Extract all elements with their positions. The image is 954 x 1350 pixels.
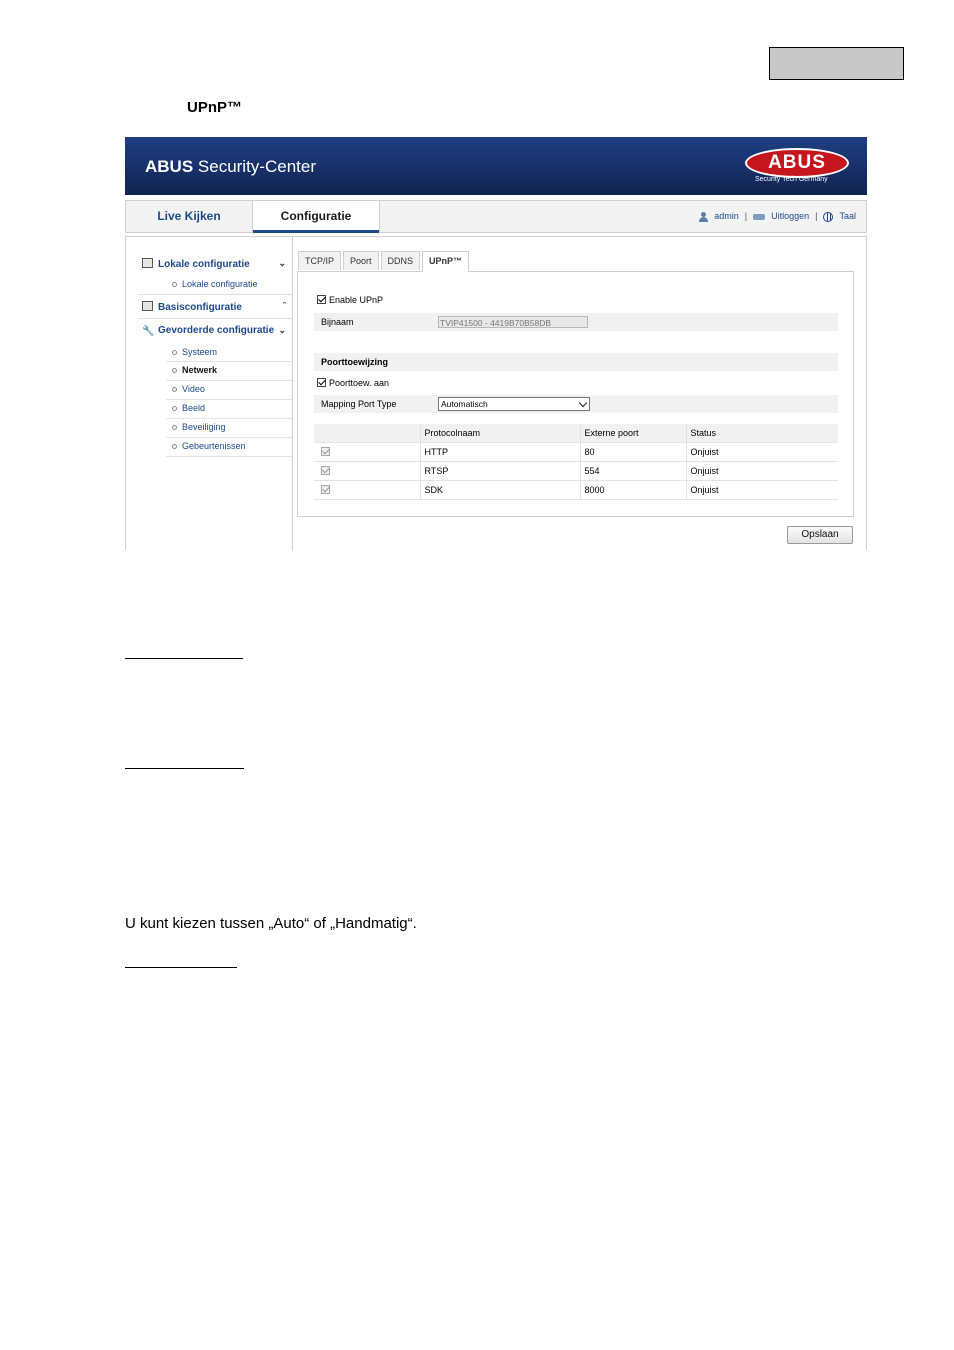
alias-row: [314, 313, 838, 331]
language-link[interactable]: Taal: [839, 211, 856, 221]
sidebar-subitem-network[interactable]: Netwerk: [172, 365, 217, 375]
heading-underline: [125, 768, 244, 769]
port-mapping-checkbox[interactable]: [317, 378, 326, 387]
app-brand: ABUS Security-Center: [145, 157, 316, 176]
language-label-box: [769, 47, 904, 80]
table-header-row: Protocolnaam Externe poort Status: [314, 424, 838, 443]
chevron-up-icon: ˆ: [283, 301, 286, 311]
sidebar-subitem-local-config[interactable]: Lokale configuratie: [172, 279, 258, 289]
tab-live-view[interactable]: Live Kijken: [157, 209, 221, 223]
chevron-down-icon: [579, 399, 587, 407]
sidebar-item-advanced-config[interactable]: 🔧 Gevorderde configuratie ⌄: [142, 325, 286, 337]
port-mapping-enable-row: Poorttoew. aan: [314, 374, 838, 392]
port-mapping-header: [314, 353, 838, 371]
globe-icon: [823, 212, 833, 222]
network-subtabs: [298, 251, 471, 271]
web-interface-screenshot: [125, 137, 867, 550]
heading-underline: [125, 658, 243, 659]
logout-icon: [753, 214, 765, 220]
mapping-type-label: Mapping Port Type: [321, 399, 397, 409]
alias-field[interactable]: TVIP41500 - 4419B70B58DB: [438, 316, 588, 328]
main-area: [125, 236, 867, 550]
sidebar-item-local-config[interactable]: Lokale configuratie ⌄: [142, 258, 292, 270]
chevron-down-icon: ⌄: [278, 325, 286, 335]
tab-port[interactable]: Poort: [343, 251, 379, 270]
upnp-panel: [297, 271, 854, 517]
alias-label: Bijnaam: [321, 317, 354, 327]
tab-upnp[interactable]: UPnP™: [422, 251, 469, 272]
sidebar-subitem-events[interactable]: Gebeurtenissen: [172, 441, 246, 451]
sidebar-subitem-security[interactable]: Beveiliging: [172, 422, 226, 432]
sidebar: [126, 237, 293, 551]
row-checkbox[interactable]: [321, 466, 330, 475]
sidebar-subitem-image[interactable]: Beeld: [172, 403, 205, 413]
sidebar-subitem-video[interactable]: Video: [172, 384, 205, 394]
monitor-icon: [142, 258, 153, 268]
tab-ddns[interactable]: DDNS: [381, 251, 421, 270]
table-row: HTTP 80 Onjuist: [314, 443, 838, 462]
wrench-icon: 🔧: [142, 326, 155, 337]
logout-link[interactable]: Uitloggen: [771, 211, 810, 221]
header-banner: [125, 137, 867, 195]
sidebar-item-basic-config[interactable]: Basisconfiguratie ˆ: [142, 301, 292, 313]
save-button[interactable]: Opslaan: [787, 526, 853, 544]
mapping-type-row: [314, 395, 838, 413]
enable-upnp-row: Enable UPnP: [314, 291, 838, 309]
heading-underline: [125, 967, 237, 968]
mapping-type-select[interactable]: Automatisch: [438, 397, 590, 411]
user-icon: [698, 212, 708, 222]
enable-upnp-checkbox[interactable]: [317, 295, 326, 304]
tab-tcpip[interactable]: TCP/IP: [298, 251, 341, 270]
sidebar-subitem-system[interactable]: Systeem: [172, 347, 217, 357]
table-row: RTSP 554 Onjuist: [314, 462, 838, 481]
port-mapping-table: [314, 424, 838, 500]
row-checkbox[interactable]: [321, 485, 330, 494]
section-title: UPnP™: [187, 99, 243, 116]
top-navigation: [125, 200, 867, 233]
user-bar: admin | Uitloggen | Taal: [698, 201, 856, 232]
tab-configuration[interactable]: Configuratie: [252, 201, 380, 232]
port-mapping-title: Poorttoewijzing: [321, 357, 388, 367]
settings-icon: [142, 301, 153, 311]
user-name[interactable]: admin: [714, 211, 739, 221]
abus-logo: ABUS Security Tech Germany: [745, 148, 849, 186]
body-paragraph: U kunt kiezen tussen „Auto“ of „Handmatig“.: [125, 915, 417, 932]
chevron-down-icon: ⌄: [278, 258, 286, 268]
row-checkbox[interactable]: [321, 447, 330, 456]
table-row: SDK 8000 Onjuist: [314, 481, 838, 500]
